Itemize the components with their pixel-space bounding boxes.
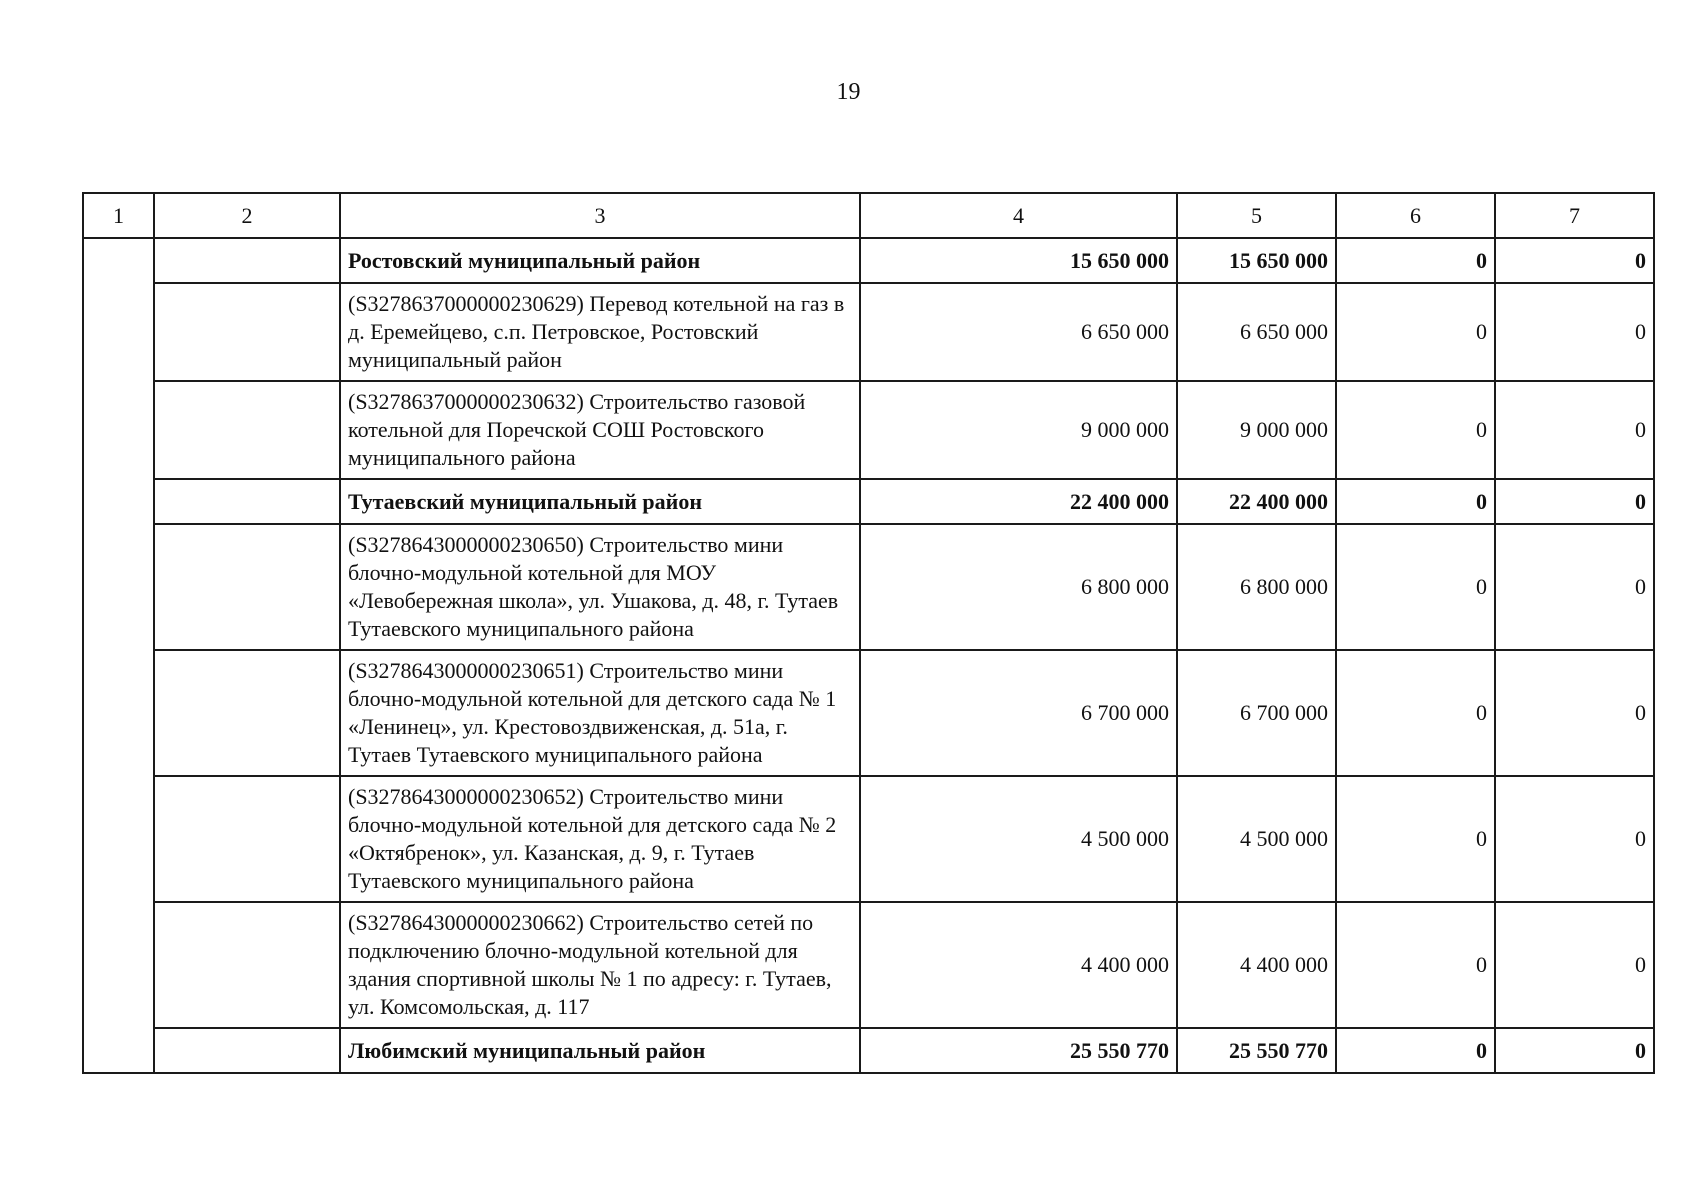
value-col6: 0 xyxy=(1336,902,1495,1028)
value-col4: 25 550 770 xyxy=(860,1028,1177,1073)
table-row xyxy=(83,283,1654,381)
value-col5: 4 400 000 xyxy=(1177,902,1336,1028)
table-row xyxy=(83,776,1654,902)
row-name: (S3278637000000230632) Строительство газовой котельной для Поречской СОШ Ростовского муниципального района xyxy=(340,381,860,479)
value-col6: 0 xyxy=(1336,1028,1495,1073)
value-col4: 15 650 000 xyxy=(860,238,1177,283)
column-header-7: 7 xyxy=(1495,193,1654,238)
value-col4: 6 650 000 xyxy=(860,283,1177,381)
value-col5: 15 650 000 xyxy=(1177,238,1336,283)
row-name: (S3278643000000230650) Строительство мини блочно-модульной котельной для МОУ «Левобережная школа», ул. Ушакова, д. 48, г. Тутаев Тутаевского муниципального района xyxy=(340,524,860,650)
value-col7: 0 xyxy=(1495,381,1654,479)
value-col5: 6 650 000 xyxy=(1177,283,1336,381)
table-row-subtotal xyxy=(83,479,1654,524)
value-col4: 22 400 000 xyxy=(860,479,1177,524)
value-col6: 0 xyxy=(1336,479,1495,524)
column-header-2: 2 xyxy=(154,193,340,238)
value-col7: 0 xyxy=(1495,479,1654,524)
value-col7: 0 xyxy=(1495,524,1654,650)
row-name: (S3278643000000230662) Строительство сетей по подключению блочно-модульной котельной для здания спортивной школы № 1 по адресу: г. Тутаев, ул. Комсомольская, д. 117 xyxy=(340,902,860,1028)
value-col5: 25 550 770 xyxy=(1177,1028,1336,1073)
column-2-cell xyxy=(154,1028,340,1073)
value-col4: 4 500 000 xyxy=(860,776,1177,902)
value-col7: 0 xyxy=(1495,1028,1654,1073)
value-col7: 0 xyxy=(1495,283,1654,381)
column-header-1: 1 xyxy=(83,193,154,238)
column-2-cell xyxy=(154,776,340,902)
value-col7: 0 xyxy=(1495,776,1654,902)
column-header-5: 5 xyxy=(1177,193,1336,238)
value-col7: 0 xyxy=(1495,650,1654,776)
value-col5: 22 400 000 xyxy=(1177,479,1336,524)
table-row xyxy=(83,381,1654,479)
value-col7: 0 xyxy=(1495,238,1654,283)
column-2-cell xyxy=(154,238,340,283)
column-2-cell xyxy=(154,524,340,650)
value-col5: 9 000 000 xyxy=(1177,381,1336,479)
table-row-subtotal xyxy=(83,238,1654,283)
table-row-subtotal xyxy=(83,1028,1654,1073)
table-row xyxy=(83,650,1654,776)
row-name: Ростовский муниципальный район xyxy=(340,238,860,283)
value-col6: 0 xyxy=(1336,381,1495,479)
value-col6: 0 xyxy=(1336,238,1495,283)
header-row xyxy=(83,193,1654,238)
value-col6: 0 xyxy=(1336,283,1495,381)
value-col5: 6 800 000 xyxy=(1177,524,1336,650)
column-2-cell xyxy=(154,283,340,381)
page-number: 19 xyxy=(836,79,861,105)
row-name: (S3278643000000230652) Строительство мини блочно-модульной котельной для детского сада № 2 «Октябренок», ул. Казанская, д. 9, г. Тутаев Тутаевского муниципального района xyxy=(340,776,860,902)
value-col5: 6 700 000 xyxy=(1177,650,1336,776)
column-2-cell xyxy=(154,381,340,479)
column-header-4: 4 xyxy=(860,193,1177,238)
column-header-6: 6 xyxy=(1336,193,1495,238)
column-1-cell xyxy=(83,238,154,1073)
column-header-3: 3 xyxy=(340,193,860,238)
value-col4: 9 000 000 xyxy=(860,381,1177,479)
value-col6: 0 xyxy=(1336,776,1495,902)
table-row xyxy=(83,524,1654,650)
row-name: Тутаевский муниципальный район xyxy=(340,479,860,524)
value-col6: 0 xyxy=(1336,524,1495,650)
value-col4: 4 400 000 xyxy=(860,902,1177,1028)
table-row xyxy=(83,902,1654,1028)
value-col4: 6 800 000 xyxy=(860,524,1177,650)
column-2-cell xyxy=(154,650,340,776)
row-name: (S3278637000000230629) Перевод котельной на газ в д. Еремейцево, с.п. Петровское, Ростовский муниципальный район xyxy=(340,283,860,381)
value-col4: 6 700 000 xyxy=(860,650,1177,776)
value-col7: 0 xyxy=(1495,902,1654,1028)
column-2-cell xyxy=(154,902,340,1028)
budget-table xyxy=(82,192,1655,1074)
value-col6: 0 xyxy=(1336,650,1495,776)
row-name: (S3278643000000230651) Строительство мини блочно-модульной котельной для детского сада № 1 «Ленинец», ул. Крестовоздвиженская, д. 51а, г. Тутаев Тутаевского муниципального района xyxy=(340,650,860,776)
row-name: Любимский муниципальный район xyxy=(340,1028,860,1073)
value-col5: 4 500 000 xyxy=(1177,776,1336,902)
column-2-cell xyxy=(154,479,340,524)
